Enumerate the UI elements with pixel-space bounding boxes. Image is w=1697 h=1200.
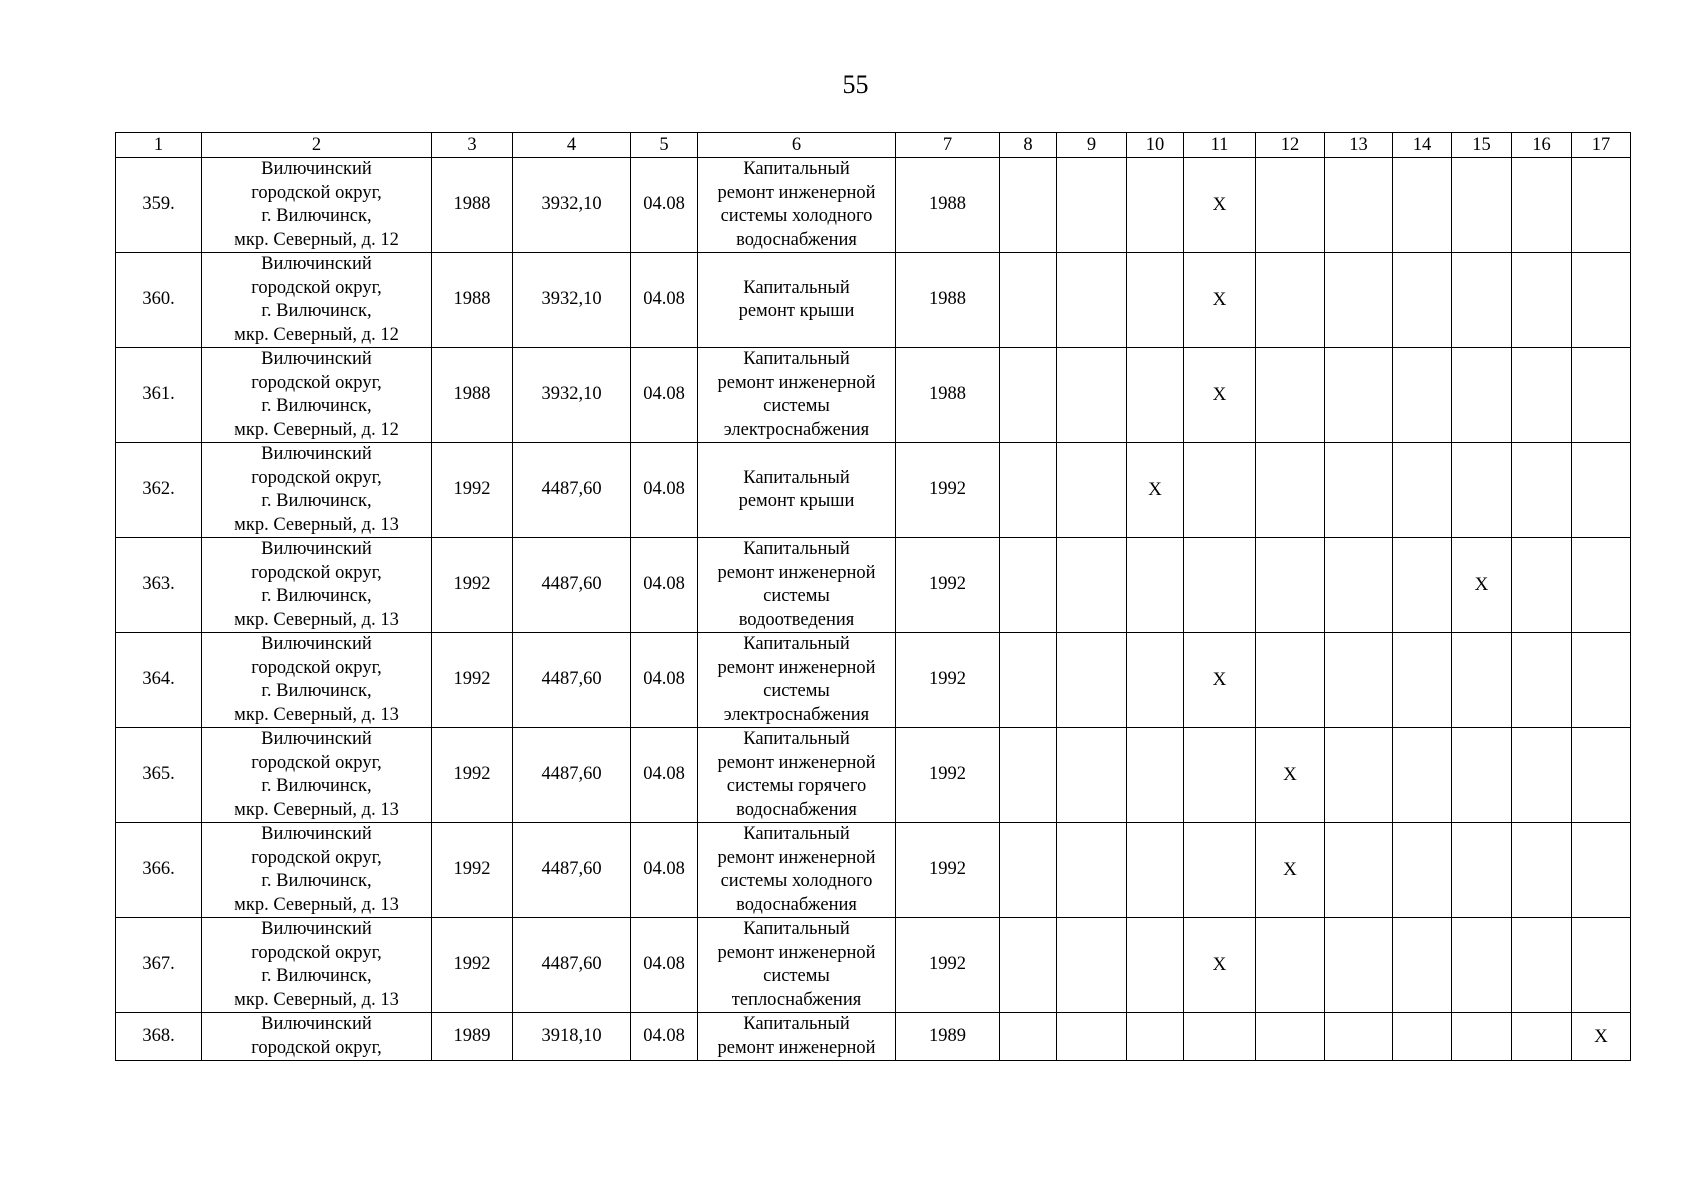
area-cell: 3932,10 [513,348,631,443]
table-body [116,158,1631,1061]
work-type-line: ремонт инженерной [717,372,876,393]
mark-cell-11: X [1184,253,1256,348]
mark-cell-12 [1256,538,1325,633]
mark-cell-15 [1452,1013,1512,1061]
address-line: г. Вилючинск, [261,871,372,891]
mark-cell-17 [1572,823,1631,918]
address-line: г. Вилючинск, [261,776,372,796]
mark-cell-13 [1325,538,1393,633]
work-type-line: Капитальный [743,824,850,844]
row-number-cell: 362. [116,443,202,538]
work-type-line: Капитальный [743,467,850,488]
column-header-2: 2 [202,133,432,158]
row-number-cell: 360. [116,253,202,348]
address-line: городской округ, [251,562,382,583]
row-number-cell: 365. [116,728,202,823]
address-line: г. Вилючинск, [261,301,372,321]
area-cell: 4487,60 [513,443,631,538]
table-row [116,158,1631,253]
mark-cell-10 [1127,538,1184,633]
mark-cell-11 [1184,538,1256,633]
address-line: мкр. Северный, д. 13 [234,989,399,1010]
mark-cell-9 [1057,253,1127,348]
year-cell: 1989 [432,1013,513,1061]
mark-cell-13 [1325,158,1393,253]
address-line: городской округ, [251,372,382,393]
mark-cell-10 [1127,823,1184,918]
mark-cell-8 [1000,823,1057,918]
mark-cell-9 [1057,443,1127,538]
address-line: городской округ, [251,1037,382,1058]
repair-schedule-table [115,132,1631,1061]
mark-cell-15 [1452,348,1512,443]
area-cell: 3918,10 [513,1013,631,1061]
column-header-6: 6 [698,133,896,158]
mark-cell-17 [1572,348,1631,443]
work-type-line: водоснабжения [736,894,857,915]
address-line: городской округ, [251,182,382,203]
mark-cell-8 [1000,728,1057,823]
code-cell: 04.08 [631,443,698,538]
mark-cell-15 [1452,443,1512,538]
column-header-10: 10 [1127,133,1184,158]
work-type-line: системы [763,681,830,701]
table-row [116,918,1631,1013]
mark-cell-17: X [1572,1013,1631,1061]
row-number-cell: 361. [116,348,202,443]
code-cell: 04.08 [631,633,698,728]
column-header-17: 17 [1572,133,1631,158]
address-line: Вилючинский [261,1014,372,1034]
row-number-cell: 368. [116,1013,202,1061]
address-cell [202,633,432,728]
code-cell: 04.08 [631,538,698,633]
column-header-11: 11 [1184,133,1256,158]
mark-cell-11: X [1184,918,1256,1013]
column-header-7: 7 [896,133,1000,158]
mark-cell-13 [1325,823,1393,918]
mark-cell-14 [1393,1013,1452,1061]
mark-cell-11 [1184,443,1256,538]
mark-cell-10 [1127,633,1184,728]
mark-cell-14 [1393,728,1452,823]
col7-cell: 1989 [896,1013,1000,1061]
mark-cell-14 [1393,348,1452,443]
col7-cell: 1992 [896,443,1000,538]
mark-cell-11 [1184,728,1256,823]
work-type-line: водоотведения [738,609,855,630]
code-cell: 04.08 [631,158,698,253]
mark-cell-15 [1452,728,1512,823]
row-number-cell: 359. [116,158,202,253]
address-line: мкр. Северный, д. 13 [234,894,399,915]
address-line: городской округ, [251,467,382,488]
row-number-cell: 366. [116,823,202,918]
row-number-cell: 363. [116,538,202,633]
area-cell: 4487,60 [513,538,631,633]
mark-cell-17 [1572,918,1631,1013]
work-type-line: ремонт инженерной [717,182,876,203]
column-header-4: 4 [513,133,631,158]
mark-cell-12 [1256,918,1325,1013]
year-cell: 1992 [432,443,513,538]
mark-cell-12: X [1256,728,1325,823]
column-header-5: 5 [631,133,698,158]
work-type-line: водоснабжения [736,229,857,250]
year-cell: 1992 [432,538,513,633]
address-line: г. Вилючинск, [261,396,372,416]
col7-cell: 1992 [896,633,1000,728]
address-cell [202,348,432,443]
col7-cell: 1992 [896,538,1000,633]
mark-cell-16 [1512,158,1572,253]
mark-cell-8 [1000,918,1057,1013]
table-row [116,538,1631,633]
mark-cell-13 [1325,633,1393,728]
mark-cell-8 [1000,158,1057,253]
mark-cell-9 [1057,348,1127,443]
year-cell: 1992 [432,728,513,823]
work-type-line: Капитальный [743,1014,850,1034]
mark-cell-9 [1057,633,1127,728]
code-cell: 04.08 [631,1013,698,1061]
address-cell [202,1013,432,1061]
mark-cell-16 [1512,823,1572,918]
work-type-line: электроснабжения [723,704,870,725]
area-cell: 4487,60 [513,918,631,1013]
column-header-15: 15 [1452,133,1512,158]
work-type-line: ремонт инженерной [717,942,876,963]
address-line: г. Вилючинск, [261,966,372,986]
address-line: мкр. Северный, д. 12 [234,324,399,345]
table-row [116,633,1631,728]
address-cell [202,823,432,918]
area-cell: 4487,60 [513,633,631,728]
address-line: городской округ, [251,847,382,868]
work-type-line: Капитальный [743,349,850,369]
year-cell: 1992 [432,918,513,1013]
mark-cell-13 [1325,253,1393,348]
work-type-cell [698,823,896,918]
mark-cell-10: X [1127,443,1184,538]
mark-cell-17 [1572,538,1631,633]
col7-cell: 1988 [896,158,1000,253]
mark-cell-15 [1452,633,1512,728]
area-cell: 4487,60 [513,728,631,823]
mark-cell-16 [1512,348,1572,443]
mark-cell-14 [1393,158,1452,253]
mark-cell-16 [1512,443,1572,538]
address-line: мкр. Северный, д. 12 [234,419,399,440]
address-line: мкр. Северный, д. 13 [234,704,399,725]
mark-cell-14 [1393,823,1452,918]
mark-cell-9 [1057,728,1127,823]
area-cell: 4487,60 [513,823,631,918]
code-cell: 04.08 [631,348,698,443]
work-type-line: Капитальный [743,277,850,298]
address-line: г. Вилючинск, [261,586,372,606]
year-cell: 1988 [432,348,513,443]
address-line: Вилючинский [261,729,372,749]
mark-cell-11: X [1184,158,1256,253]
mark-cell-8 [1000,348,1057,443]
mark-cell-9 [1057,918,1127,1013]
work-type-line: ремонт крыши [738,491,855,511]
work-type-line: системы горячего [726,776,867,796]
year-cell: 1992 [432,823,513,918]
address-line: Вилючинский [261,919,372,939]
mark-cell-8 [1000,633,1057,728]
mark-cell-16 [1512,633,1572,728]
address-cell [202,918,432,1013]
mark-cell-12 [1256,158,1325,253]
mark-cell-17 [1572,158,1631,253]
mark-cell-12 [1256,443,1325,538]
address-line: Вилючинский [261,349,372,369]
address-line: мкр. Северный, д. 13 [234,514,399,535]
work-type-line: электроснабжения [723,419,870,440]
address-line: г. Вилючинск, [261,491,372,511]
code-cell: 04.08 [631,253,698,348]
work-type-cell [698,1013,896,1061]
address-line: Вилючинский [261,824,372,844]
mark-cell-8 [1000,538,1057,633]
work-type-cell [698,348,896,443]
mark-cell-14 [1393,633,1452,728]
col7-cell: 1992 [896,823,1000,918]
mark-cell-12 [1256,633,1325,728]
code-cell: 04.08 [631,728,698,823]
address-line: Вилючинский [261,444,372,464]
work-type-line: ремонт инженерной [717,562,876,583]
address-cell [202,443,432,538]
mark-cell-17 [1572,728,1631,823]
address-line: мкр. Северный, д. 13 [234,609,399,630]
mark-cell-11: X [1184,633,1256,728]
work-type-line: ремонт крыши [738,301,855,321]
mark-cell-8 [1000,253,1057,348]
mark-cell-12 [1256,253,1325,348]
mark-cell-9 [1057,158,1127,253]
work-type-cell [698,728,896,823]
mark-cell-11: X [1184,348,1256,443]
page-number: 55 [842,70,869,99]
address-line: городской округ, [251,752,382,773]
work-type-line: ремонт инженерной [717,847,876,868]
table-row [116,728,1631,823]
mark-cell-16 [1512,1013,1572,1061]
mark-cell-17 [1572,253,1631,348]
work-type-cell [698,633,896,728]
address-line: Вилючинский [261,159,372,179]
work-type-line: водоснабжения [736,799,857,820]
work-type-line: ремонт инженерной [717,752,876,773]
mark-cell-8 [1000,443,1057,538]
mark-cell-12: X [1256,823,1325,918]
mark-cell-10 [1127,158,1184,253]
mark-cell-15 [1452,823,1512,918]
mark-cell-16 [1512,728,1572,823]
address-line: городской округ, [251,277,382,298]
year-cell: 1988 [432,253,513,348]
column-header-13: 13 [1325,133,1393,158]
table-row [116,253,1631,348]
address-line: г. Вилючинск, [261,681,372,701]
mark-cell-11 [1184,1013,1256,1061]
code-cell: 04.08 [631,823,698,918]
mark-cell-10 [1127,253,1184,348]
mark-cell-14 [1393,443,1452,538]
mark-cell-15 [1452,158,1512,253]
column-header-12: 12 [1256,133,1325,158]
mark-cell-14 [1393,538,1452,633]
mark-cell-10 [1127,348,1184,443]
mark-cell-10 [1127,1013,1184,1061]
mark-cell-13 [1325,728,1393,823]
address-line: мкр. Северный, д. 13 [234,799,399,820]
address-line: Вилючинский [261,634,372,654]
column-header-9: 9 [1057,133,1127,158]
address-cell [202,728,432,823]
mark-cell-12 [1256,1013,1325,1061]
work-type-cell [698,538,896,633]
mark-cell-10 [1127,728,1184,823]
work-type-cell [698,443,896,538]
work-type-line: Капитальный [743,634,850,654]
address-line: городской округ, [251,942,382,963]
year-cell: 1988 [432,158,513,253]
mark-cell-15: X [1452,538,1512,633]
work-type-line: теплоснабжения [731,989,862,1010]
column-header-8: 8 [1000,133,1057,158]
mark-cell-13 [1325,918,1393,1013]
work-type-cell [698,918,896,1013]
year-cell: 1992 [432,633,513,728]
col7-cell: 1988 [896,253,1000,348]
table-row [116,443,1631,538]
area-cell: 3932,10 [513,253,631,348]
mark-cell-13 [1325,348,1393,443]
col7-cell: 1992 [896,918,1000,1013]
column-header-3: 3 [432,133,513,158]
work-type-line: Капитальный [743,919,850,939]
row-number-cell: 367. [116,918,202,1013]
mark-cell-11 [1184,823,1256,918]
table-row [116,1013,1631,1061]
work-type-cell [698,158,896,253]
work-type-line: ремонт инженерной [717,657,876,678]
work-type-line: системы [763,396,830,416]
mark-cell-12 [1256,348,1325,443]
mark-cell-10 [1127,918,1184,1013]
work-type-line: системы [763,586,830,606]
mark-cell-16 [1512,918,1572,1013]
mark-cell-9 [1057,1013,1127,1061]
mark-cell-16 [1512,253,1572,348]
address-line: городской округ, [251,657,382,678]
work-type-line: Капитальный [743,539,850,559]
address-line: мкр. Северный, д. 12 [234,229,399,250]
mark-cell-13 [1325,1013,1393,1061]
row-number-cell: 364. [116,633,202,728]
code-cell: 04.08 [631,918,698,1013]
mark-cell-9 [1057,823,1127,918]
mark-cell-9 [1057,538,1127,633]
mark-cell-17 [1572,633,1631,728]
area-cell: 3932,10 [513,158,631,253]
work-type-line: ремонт инженерной [717,1037,876,1058]
mark-cell-13 [1325,443,1393,538]
mark-cell-16 [1512,538,1572,633]
mark-cell-15 [1452,253,1512,348]
address-cell [202,158,432,253]
table-row [116,348,1631,443]
mark-cell-17 [1572,443,1631,538]
work-type-line: системы холодного [720,206,873,226]
table-row [116,823,1631,918]
column-number-header-row [116,133,1631,158]
work-type-line: системы холодного [720,871,873,891]
column-header-14: 14 [1393,133,1452,158]
col7-cell: 1992 [896,728,1000,823]
column-header-1: 1 [116,133,202,158]
address-line: Вилючинский [261,539,372,559]
mark-cell-14 [1393,918,1452,1013]
mark-cell-8 [1000,1013,1057,1061]
address-cell [202,253,432,348]
work-type-line: системы [763,966,830,986]
work-type-cell [698,253,896,348]
mark-cell-14 [1393,253,1452,348]
mark-cell-15 [1452,918,1512,1013]
col7-cell: 1988 [896,348,1000,443]
address-line: г. Вилючинск, [261,206,372,226]
column-header-16: 16 [1512,133,1572,158]
work-type-line: Капитальный [743,159,850,179]
address-line: Вилючинский [261,254,372,274]
address-cell [202,538,432,633]
work-type-line: Капитальный [743,729,850,749]
